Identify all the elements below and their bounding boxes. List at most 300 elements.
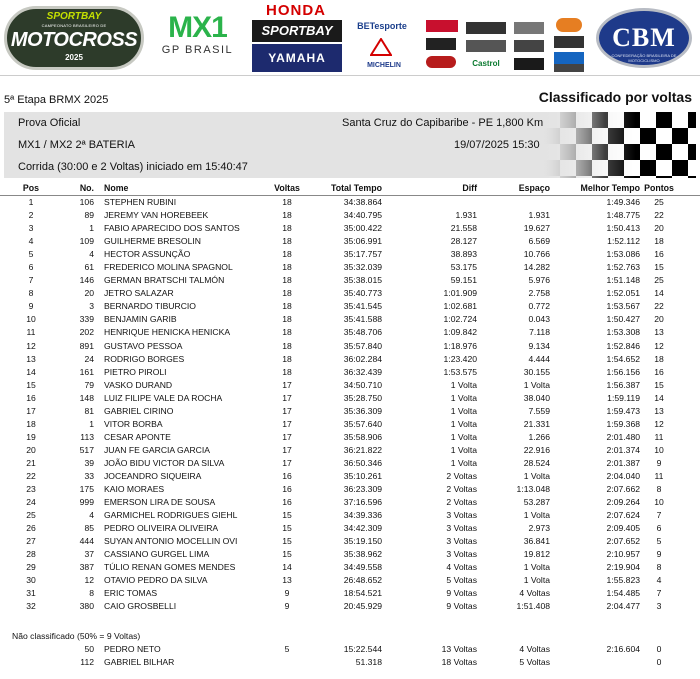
cell-number: 380	[79, 601, 94, 612]
cell-name: GUILHERME BRESOLIN	[104, 236, 201, 247]
cell-points: 7	[656, 510, 662, 521]
cell-diff: 53.175	[450, 262, 477, 273]
cell-name: GABRIEL CIRINO	[104, 405, 174, 416]
table-header	[0, 182, 700, 196]
cbm-logo	[596, 8, 692, 68]
cell-gap: 1.266	[528, 431, 550, 442]
cell-pos: 23	[26, 484, 36, 495]
cell-pos: 28	[26, 549, 36, 560]
cell-best-time: 1:50.427	[606, 314, 640, 325]
cell-total-time: 37:16.596	[343, 497, 382, 508]
cell-gap: 1 Volta	[523, 470, 550, 481]
table-row	[0, 574, 700, 587]
cell-pos: 6	[28, 262, 34, 273]
cell-diff: 1 Volta	[450, 418, 477, 429]
header-name: Nome	[104, 183, 129, 193]
table-row	[0, 643, 700, 656]
championship-name: MOTOCROSS	[10, 29, 138, 51]
cell-laps: 15	[282, 510, 292, 521]
cell-laps: 9	[284, 601, 290, 612]
cell-diff: 1 Volta	[450, 457, 477, 468]
cell-total-time: 35:40.773	[343, 288, 382, 299]
cell-laps: 18	[282, 223, 292, 234]
cell-laps: 17	[282, 444, 292, 455]
cell-total-time: 35:48.706	[343, 327, 382, 338]
cell-pos: 10	[26, 314, 36, 325]
cell-pos: 16	[26, 392, 36, 403]
session-type: Prova Oficial	[18, 117, 81, 129]
cell-pos: 27	[26, 536, 36, 547]
table-row	[0, 561, 700, 574]
cell-name: FREDERICO MOLINA SPAGNOL	[104, 262, 233, 273]
cell-best-time: 1:53.308	[606, 327, 640, 338]
header-best-time: Melhor Tempo	[580, 183, 640, 193]
cell-diff: 38.893	[450, 249, 477, 260]
report-type: Classificado por voltas	[538, 89, 692, 105]
ims-sponsor-badge	[466, 40, 506, 52]
cell-laps: 16	[282, 484, 292, 495]
cell-total-time: 35:19.150	[343, 536, 382, 547]
table-row	[0, 457, 700, 470]
cell-points: 20	[654, 223, 664, 234]
cell-diff: 1 Volta	[450, 392, 477, 403]
cell-gap: 1 Volta	[523, 575, 550, 586]
cell-gap: 7.118	[529, 327, 550, 338]
cell-diff: 1 Volta	[450, 379, 477, 390]
cell-laps: 18	[282, 314, 292, 325]
cell-diff: 1:01.909	[443, 288, 477, 299]
cell-best-time: 1:59.368	[606, 418, 640, 429]
cell-pos: 21	[26, 457, 36, 468]
michelin-logo: MICHELIN	[367, 62, 401, 69]
header-laps: Voltas	[274, 183, 300, 193]
cell-name: JOCEANDRO SIQUEIRA	[104, 470, 202, 481]
cell-best-time: 2:01.374	[606, 444, 640, 455]
cell-number: 109	[79, 236, 94, 247]
table-row	[0, 535, 700, 548]
cell-best-time: 1:55.823	[606, 575, 640, 586]
cell-best-time: 1:48.775	[606, 210, 640, 221]
race-date-time: 19/07/2025 15:30	[454, 139, 540, 151]
cell-gap: 53.287	[523, 497, 550, 508]
cell-name: EMERSON LIRA DE SOUSA	[104, 497, 216, 508]
cell-gap: 38.040	[523, 392, 550, 403]
cell-points: 11	[654, 431, 664, 442]
cell-total-time: 34:39.336	[343, 510, 382, 521]
cell-name: VASKO DURAND	[104, 379, 173, 390]
mx1-gp-logo	[150, 12, 245, 62]
cell-laps: 17	[282, 379, 292, 390]
cell-total-time: 36:21.822	[343, 444, 382, 455]
cell-number: 4	[89, 249, 94, 260]
cell-gap: 2.758	[528, 288, 550, 299]
cell-total-time: 35:58.906	[343, 431, 382, 442]
cell-best-time: 1:52.846	[606, 340, 640, 351]
cell-name: KAIO MORAES	[104, 484, 165, 495]
cell-diff: 1:02.681	[443, 301, 477, 312]
header-pos: Pos	[22, 183, 40, 193]
cell-diff: 3 Voltas	[446, 510, 477, 521]
cell-points: 3	[656, 601, 662, 612]
nuetech-sponsor-badge	[466, 22, 506, 34]
cell-best-time: 2:07.662	[606, 484, 640, 495]
cell-laps: 17	[282, 418, 292, 429]
cell-name: FABIO APARECIDO DOS SANTOS	[104, 223, 240, 234]
cell-diff: 2 Voltas	[446, 484, 477, 495]
cell-points: 14	[654, 288, 664, 299]
cell-diff: 9 Voltas	[446, 588, 477, 599]
cell-best-time: 1:49.346	[606, 197, 640, 207]
cell-best-time: 2:09.405	[606, 523, 640, 534]
cell-laps: 18	[282, 288, 292, 299]
cell-diff: 21.558	[450, 223, 477, 234]
cell-points: 22	[654, 210, 664, 221]
cell-laps: 17	[282, 392, 292, 403]
cell-total-time: 35:38.015	[343, 275, 382, 286]
cell-gap: 7.559	[528, 405, 550, 416]
cell-gap: 1 Volta	[523, 379, 550, 390]
cell-pos: 12	[26, 340, 36, 351]
cell-laps: 18	[282, 275, 292, 286]
cell-diff: 13 Voltas	[441, 644, 477, 654]
kawasaki-sponsor-badge	[426, 20, 458, 32]
cell-name: CAIO GROSBELLI	[104, 601, 177, 612]
cell-gap: 4 Voltas	[519, 644, 550, 654]
cell-name: TÚLIO RENAN GOMES MENDES	[104, 562, 236, 573]
cell-gap: 5 Voltas	[519, 657, 550, 668]
race-info-panel	[4, 112, 696, 178]
cell-best-time: 2:07.652	[606, 536, 640, 547]
cell-number: 89	[84, 210, 94, 221]
cell-name: GUSTAVO PESSOA	[104, 340, 183, 351]
cell-best-time: 1:56.156	[606, 366, 640, 377]
betesporte-logo: BETesporte	[357, 21, 407, 31]
cell-number: 1	[89, 418, 94, 429]
cell-points: 10	[654, 497, 664, 508]
table-row	[0, 209, 700, 222]
table-row	[0, 587, 700, 600]
cell-best-time: 1:53.086	[606, 249, 640, 260]
sponsor-badge-dark-4	[554, 64, 584, 72]
cell-name: ERIC TOMAS	[104, 588, 158, 599]
sportbay-logo: SPORTBAY	[252, 20, 342, 42]
cell-pos: 8	[28, 288, 34, 299]
cell-total-time: 34:40.795	[343, 210, 382, 221]
cell-pos: 20	[26, 444, 36, 455]
table-row	[0, 261, 700, 274]
results-table	[0, 182, 700, 614]
cell-gap: 1:13.048	[516, 484, 550, 495]
cell-gap: 0.043	[528, 314, 550, 325]
cell-gap: 10.766	[523, 249, 550, 260]
cell-points: 13	[654, 405, 664, 416]
cbm-text: CBM	[612, 23, 676, 52]
cell-total-time: 51.318	[355, 657, 382, 668]
cell-laps: 18	[282, 327, 292, 338]
cell-points: 14	[654, 392, 664, 403]
cell-total-time: 36:50.346	[343, 457, 382, 468]
cell-number: 112	[80, 657, 94, 668]
cell-total-time: 35:36.309	[343, 405, 382, 416]
cell-number: 444	[79, 536, 94, 547]
cell-points: 6	[656, 523, 662, 534]
cell-laps: 18	[282, 301, 292, 312]
cell-diff: 3 Voltas	[446, 536, 477, 547]
cell-pos: 14	[26, 366, 36, 377]
cell-name: CESAR APONTE	[104, 431, 171, 442]
cell-best-time: 2:07.624	[606, 510, 640, 521]
cell-total-time: 35:06.991	[343, 236, 382, 247]
yamaha-logo: YAMAHA	[252, 44, 342, 72]
cell-laps: 9	[284, 588, 290, 599]
cell-total-time: 35:17.757	[343, 249, 382, 260]
cell-pos: 15	[26, 379, 36, 390]
cell-name: HENRIQUE HENICKA HENICKA	[104, 327, 231, 338]
cell-name: VITOR BORBA	[104, 418, 163, 429]
cell-diff: 1 Volta	[450, 431, 477, 442]
header-gap: Espaço	[518, 183, 550, 193]
table-row	[0, 392, 700, 405]
cell-points: 15	[654, 379, 664, 390]
race-start-info: Corrida (30:00 e 2 Voltas) iniciado em 15:40:47	[18, 161, 248, 173]
cell-diff: 1:09.842	[443, 327, 477, 338]
cell-best-time: 1:50.413	[606, 223, 640, 234]
cell-name: GERMAN BRATSCHI TALMÓN	[104, 275, 225, 286]
cell-total-time: 26:48.652	[343, 575, 382, 586]
cell-number: 8	[89, 588, 94, 599]
cell-number: 148	[79, 392, 94, 403]
cell-pos: 29	[26, 562, 36, 573]
cell-best-time: 2:19.904	[606, 562, 640, 573]
cell-gap: 19.812	[523, 549, 550, 560]
cell-laps: 14	[282, 562, 292, 573]
cell-points: 8	[656, 484, 662, 495]
cell-pos: 32	[26, 601, 36, 612]
sponsor-badge-grey	[514, 22, 544, 34]
cell-best-time: 1:52.051	[606, 288, 640, 299]
table-row	[0, 444, 700, 457]
cell-points: 10	[654, 444, 664, 455]
cell-pos: 3	[28, 223, 34, 234]
cell-pos: 26	[26, 523, 36, 534]
sponsor-badge-dark-3	[554, 36, 584, 48]
cell-laps: 16	[282, 470, 292, 481]
cell-name: SUYAN ANTONIO MOCELLIN OVI	[104, 536, 238, 547]
cell-pos: 31	[26, 588, 36, 599]
cell-number: 3	[89, 301, 94, 312]
cell-diff: 1 Volta	[450, 444, 477, 455]
cell-pos: 5	[28, 249, 34, 260]
table-row	[0, 326, 700, 339]
cell-laps: 18	[282, 197, 292, 207]
cell-points: 25	[654, 275, 664, 286]
cell-points: 12	[654, 418, 664, 429]
sponsor-badge-blue	[554, 52, 584, 64]
not-classified-rows	[0, 643, 700, 669]
cell-diff: 3 Voltas	[446, 549, 477, 560]
cell-diff: 5 Voltas	[446, 575, 477, 586]
cell-best-time: 2:09.264	[606, 497, 640, 508]
cell-laps: 16	[282, 497, 292, 508]
cell-gap: 4 Voltas	[519, 588, 550, 599]
cell-total-time: 35:32.039	[343, 262, 382, 273]
cell-best-time: 2:01.387	[606, 457, 640, 468]
cell-diff: 1:53.575	[443, 366, 477, 377]
cell-points: 16	[654, 366, 664, 377]
cell-diff: 28.127	[450, 236, 477, 247]
cell-diff: 59.151	[450, 275, 477, 286]
cell-pos: 4	[28, 236, 34, 247]
cell-number: 37	[84, 549, 94, 560]
cell-points: 20	[654, 314, 664, 325]
cell-total-time: 36:32.439	[343, 366, 382, 377]
table-row	[0, 431, 700, 444]
cell-gap: 6.569	[528, 236, 550, 247]
cell-best-time: 1:54.652	[606, 353, 640, 364]
cell-points: 16	[654, 249, 664, 260]
cell-gap: 0.772	[528, 301, 550, 312]
cell-pos: 13	[26, 353, 36, 364]
cell-laps: 5	[284, 644, 290, 654]
cell-name: PIETRO PIROLI	[104, 366, 167, 377]
cell-laps: 18	[282, 236, 292, 247]
cell-gap: 28.524	[523, 457, 550, 468]
cell-number: 113	[80, 431, 94, 442]
cell-best-time: 2:16.604	[606, 644, 640, 654]
cell-number: 50	[84, 644, 94, 654]
table-row	[0, 656, 700, 669]
cell-total-time: 35:28.750	[343, 392, 382, 403]
cell-points: 11	[654, 470, 664, 481]
cell-best-time: 2:04.040	[606, 470, 640, 481]
cell-number: 81	[84, 405, 94, 416]
cell-name: JEREMY VAN HOREBEEK	[104, 210, 209, 221]
table-row	[0, 353, 700, 366]
cell-total-time: 18:54.521	[343, 588, 382, 599]
cell-gap: 1 Volta	[523, 562, 550, 573]
sponsor-badge-dark-2	[514, 40, 544, 52]
mx1-text: MX1	[168, 11, 227, 44]
cell-best-time: 2:10.957	[606, 549, 640, 560]
cell-laps: 17	[282, 405, 292, 416]
cell-laps: 13	[282, 575, 292, 586]
table-row	[0, 418, 700, 431]
cell-number: 20	[84, 288, 94, 299]
table-row	[0, 548, 700, 561]
cell-pos: 24	[26, 497, 36, 508]
cell-pos: 1	[28, 197, 34, 207]
cell-gap: 4.444	[528, 353, 550, 364]
championship-subtitle: CAMPEONATO BRASILEIRO DE	[41, 23, 107, 28]
cbm-subtitle: CONFEDERAÇÃO BRASILEIRA DE MOTOCICLISMO	[611, 53, 677, 63]
cell-laps: 17	[282, 457, 292, 468]
cell-best-time: 1:59.473	[606, 405, 640, 416]
cell-number: 85	[84, 523, 94, 534]
cell-gap: 5.976	[528, 275, 550, 286]
cell-best-time: 1:52.763	[606, 262, 640, 273]
cell-diff: 2 Voltas	[446, 497, 477, 508]
cell-points: 18	[654, 236, 664, 247]
sponsor-badge-dark	[426, 38, 456, 50]
cell-name: BENJAMIN GARIB	[104, 314, 177, 325]
event-title: 5ª Etapa BRMX 2025	[4, 94, 109, 106]
cell-gap: 1 Volta	[523, 510, 550, 521]
cell-diff: 1:18.976	[443, 340, 477, 351]
cell-diff: 3 Voltas	[446, 523, 477, 534]
table-row	[0, 379, 700, 392]
cell-number: 891	[79, 340, 94, 351]
cell-total-time: 20:45.929	[343, 601, 382, 612]
cell-name: CASSIANO GURGEL LIMA	[104, 549, 210, 560]
cell-diff: 4 Voltas	[446, 562, 477, 573]
cell-diff: 1:02.724	[443, 314, 477, 325]
cell-laps: 15	[282, 549, 292, 560]
cell-laps: 18	[282, 262, 292, 273]
cell-diff: 1.931	[455, 210, 477, 221]
table-row	[0, 522, 700, 535]
cell-best-time: 2:01.480	[606, 431, 640, 442]
cell-best-time: 1:53.567	[606, 301, 640, 312]
cell-total-time: 15:22.544	[343, 644, 382, 654]
cell-name: PEDRO NETO	[104, 644, 161, 654]
table-row	[0, 470, 700, 483]
cell-points: 9	[656, 457, 662, 468]
cell-laps: 15	[282, 536, 292, 547]
table-row	[0, 340, 700, 353]
cell-number: 106	[79, 197, 94, 207]
cell-name: BERNARDO TIBURCIO	[104, 301, 196, 312]
cell-points: 12	[654, 340, 664, 351]
event-location: Santa Cruz do Capibaribe - PE 1,800 Km	[342, 117, 544, 129]
warning-triangle-icon	[370, 38, 392, 56]
cell-best-time: 1:56.387	[606, 379, 640, 390]
race-category: MX1 / MX2 2ª BATERIA	[18, 139, 135, 151]
header-points: Pontos	[644, 183, 674, 193]
honda-logo: HONDA	[266, 2, 326, 19]
cell-laps: 18	[282, 353, 292, 364]
cell-points: 4	[656, 575, 662, 586]
championship-year: 2025	[65, 53, 83, 62]
cell-laps: 15	[282, 523, 292, 534]
cell-number: 4	[89, 510, 94, 521]
cell-points: 15	[654, 262, 664, 273]
cell-number: 61	[84, 262, 94, 273]
cell-total-time: 34:38.864	[343, 197, 382, 207]
table-row	[0, 313, 700, 326]
cell-gap: 1:51.408	[516, 601, 550, 612]
cell-total-time: 35:41.545	[343, 301, 382, 312]
cell-laps: 17	[282, 431, 292, 442]
cell-total-time: 35:57.840	[343, 340, 382, 351]
cell-gap: 22.916	[523, 444, 550, 455]
cell-number: 339	[79, 314, 94, 325]
cell-number: 517	[79, 444, 94, 455]
cell-name: STEPHEN RUBINI	[104, 197, 177, 207]
cell-diff: 2 Voltas	[446, 470, 477, 481]
cell-gap: 9.134	[528, 340, 550, 351]
cell-laps: 18	[282, 210, 292, 221]
cell-pos: 25	[26, 510, 36, 521]
cell-name: RODRIGO BORGES	[104, 353, 185, 364]
sponsor-badge-red	[426, 56, 456, 68]
cell-pos: 30	[26, 575, 36, 586]
cell-diff: 9 Voltas	[446, 601, 477, 612]
cell-gap: 19.627	[523, 223, 550, 234]
cell-name: PEDRO OLIVEIRA OLIVEIRA	[104, 523, 219, 534]
sponsor-badge-black	[514, 58, 544, 70]
cell-points: 22	[654, 301, 664, 312]
cell-gap: 2.973	[528, 523, 550, 534]
